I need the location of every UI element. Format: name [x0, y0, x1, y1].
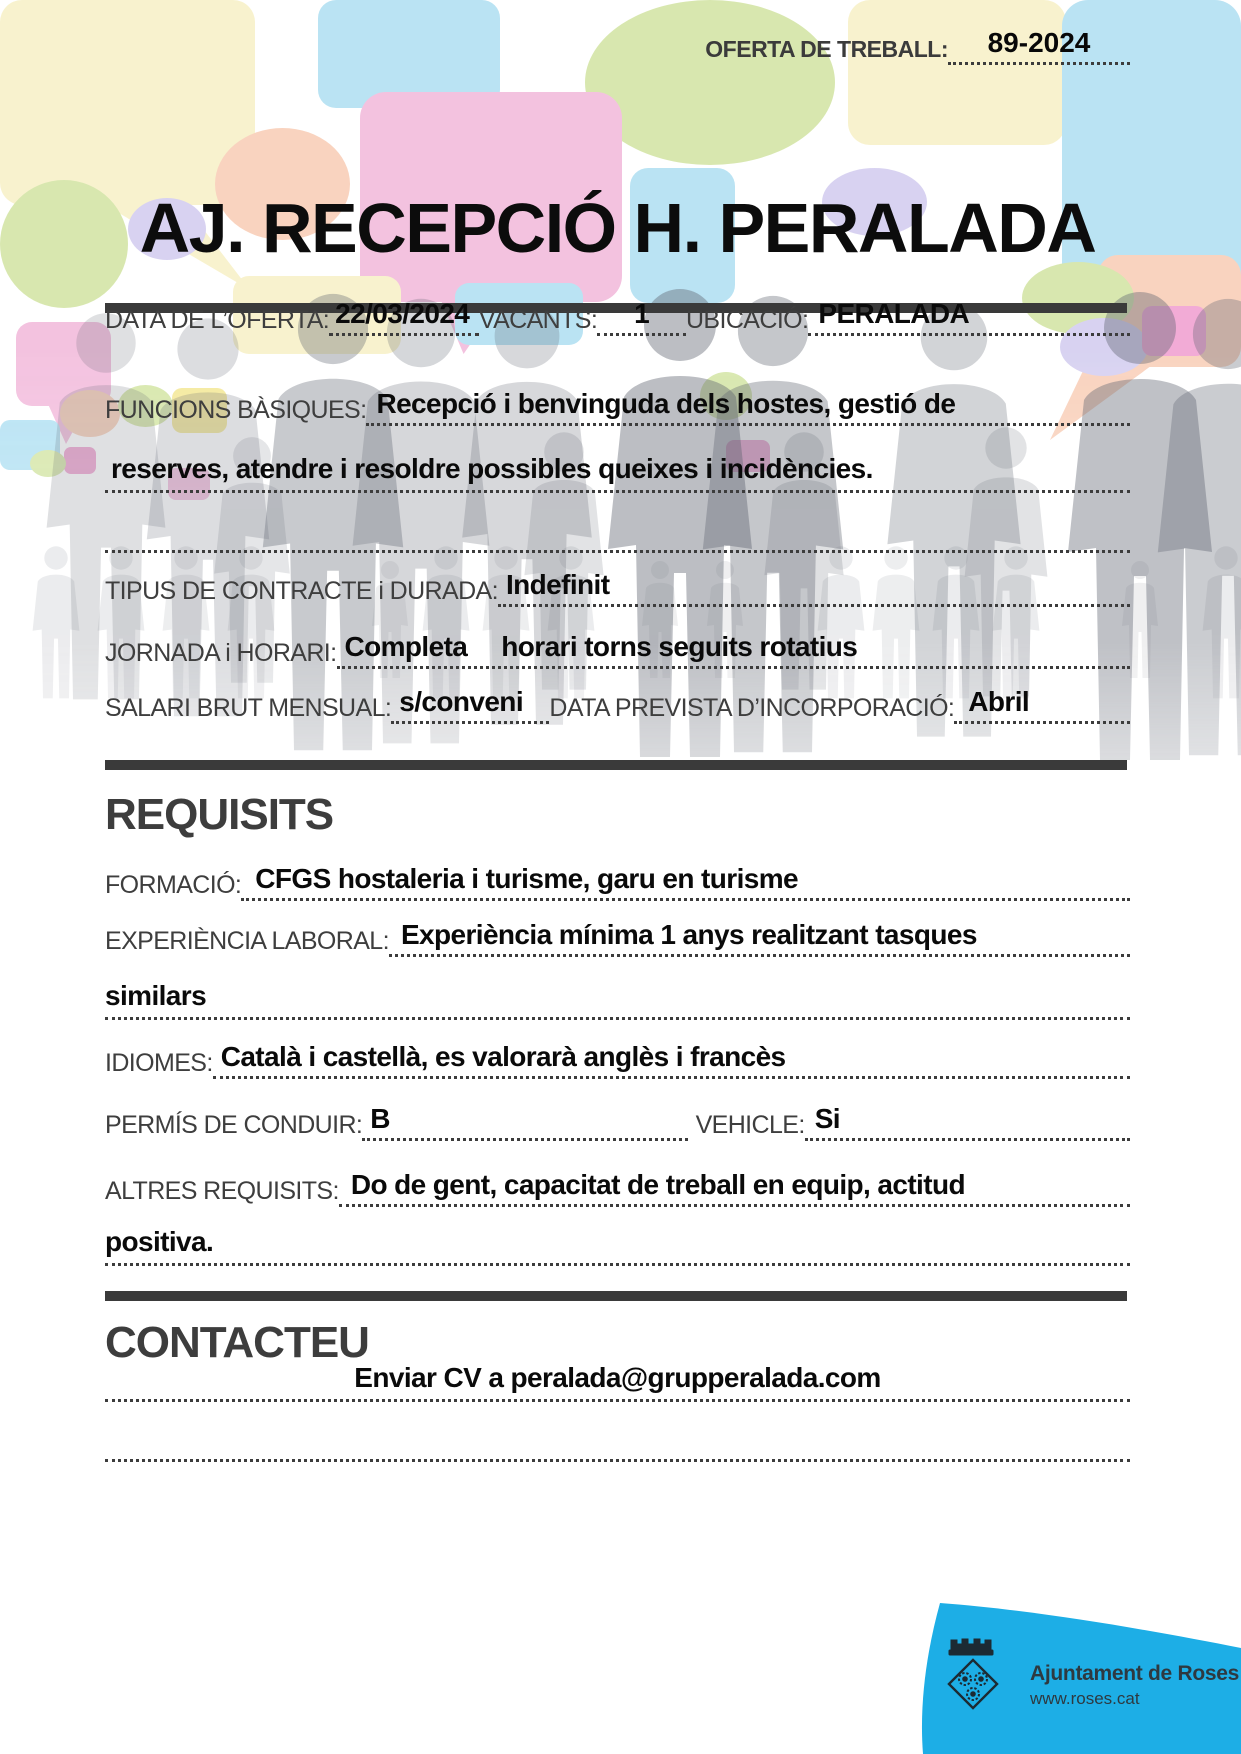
ubicacio-line	[808, 298, 1130, 336]
row-data-vacants-ubicacio	[105, 278, 1130, 336]
row-altres-cont	[105, 1205, 1130, 1266]
salari-line	[391, 686, 549, 724]
formacio-label: FORMACIÓ:	[105, 871, 242, 899]
vehicle-value: Si	[814, 1103, 840, 1134]
vacants-line	[597, 298, 686, 336]
permis-line	[362, 1103, 687, 1141]
page-title: AJ. RECEPCIÓ H. PERALADA	[139, 189, 1096, 267]
vehicle-label: VEHICLE:	[695, 1111, 805, 1139]
incorporacio-line	[954, 686, 1130, 724]
ubicacio-label: UBICACIÓ:	[685, 306, 809, 334]
vacants-label: VACANTS:	[478, 306, 598, 334]
row-experiencia-cont	[105, 959, 1130, 1020]
idiomes-line	[213, 1041, 1130, 1079]
row-idiomes	[105, 1021, 1130, 1079]
altres-label: ALTRES REQUISITS:	[105, 1177, 339, 1205]
formacio-value: CFGS hostaleria i turisme, garu en turisme	[255, 863, 798, 894]
jornada-value-part1: Completa	[344, 631, 468, 662]
vehicle-line	[805, 1103, 1130, 1141]
altres-value-line1: Do de gent, capacitat de treball en equip, actitud	[350, 1169, 965, 1200]
altres-value-line2: positiva.	[105, 1226, 214, 1257]
row-salari-incorporacio	[105, 666, 1130, 724]
row-contact	[105, 1341, 1130, 1402]
row-experiencia	[105, 899, 1130, 957]
row-permis-vehicle	[105, 1083, 1130, 1141]
data-oferta-label: DATA DE L’OFERTA:	[105, 306, 330, 334]
idiomes-value: Català i castellà, es valorarà anglès i francès	[220, 1041, 786, 1072]
requisits-heading: REQUISITS	[105, 790, 334, 839]
footer-brand-text	[1030, 1662, 1239, 1709]
jornada-value-part2: horari torns seguits rotatius	[501, 631, 858, 662]
offer-number: 89-2024	[987, 27, 1091, 58]
blank-dotted-line	[105, 1401, 1130, 1462]
row-funcions-cont	[105, 432, 1130, 493]
experiencia-value-line1: Experiència mínima 1 anys realitzant tasques	[400, 919, 977, 950]
formacio-line	[241, 863, 1130, 901]
altres-line	[339, 1169, 1130, 1207]
experiencia-line	[389, 919, 1130, 957]
row-jornada	[105, 611, 1130, 669]
roses-coat-of-arms-icon	[938, 1634, 1008, 1726]
funcions-value-line1: Recepció i benvinguda dels hostes, gestió de	[376, 388, 956, 419]
salari-label: SALARI BRUT MENSUAL:	[105, 694, 392, 722]
incorporacio-label: DATA PREVISTA D’INCORPORACIÓ:	[549, 694, 955, 722]
permis-value: B	[370, 1103, 390, 1134]
incorporacio-value: Abril	[968, 686, 1030, 717]
vacants-value: 1	[634, 298, 650, 329]
row-formacio	[105, 843, 1130, 901]
salari-value: s/conveni	[399, 686, 523, 717]
tipus-contracte-label: TIPUS DE CONTRACTE i DURADA:	[105, 577, 498, 605]
jornada-line	[337, 631, 1131, 669]
row-tipus-contracte	[105, 549, 1130, 607]
offer-label: OFERTA DE TREBALL:	[705, 36, 948, 62]
section-divider	[105, 1291, 1127, 1301]
experiencia-label: EXPERIÈNCIA LABORAL:	[105, 927, 389, 955]
tipus-contracte-line	[498, 569, 1130, 607]
data-oferta-line	[329, 298, 479, 336]
offer-number-field	[705, 27, 1130, 65]
experiencia-value-line2: similars	[105, 980, 207, 1011]
offer-number-line	[948, 27, 1130, 65]
permis-label: PERMÍS DE CONDUIR:	[105, 1111, 363, 1139]
jornada-label: JORNADA i HORARI:	[105, 639, 337, 667]
funcions-label: FUNCIONS BÀSIQUES:	[105, 396, 367, 424]
row-funcions	[105, 368, 1130, 426]
blank-dotted-line	[105, 492, 1130, 553]
contact-value: Enviar CV a peralada@grupperalada.com	[354, 1362, 881, 1393]
row-altres	[105, 1149, 1130, 1207]
footer-org-name: Ajuntament de Roses	[1030, 1662, 1240, 1685]
footer-website: www.roses.cat	[1030, 1689, 1140, 1708]
funcions-line	[366, 388, 1130, 426]
contacteu-heading: CONTACTEU	[105, 1318, 369, 1367]
data-oferta-value: 22/03/2024	[335, 298, 470, 329]
funcions-value-line2: reserves, atendre i resoldre possibles queixes i incidències.	[111, 453, 873, 484]
section-divider	[105, 760, 1127, 770]
tipus-contracte-value: Indefinit	[505, 569, 610, 600]
idiomes-label: IDIOMES:	[105, 1049, 213, 1077]
ubicacio-value: PERALADA	[818, 298, 970, 329]
